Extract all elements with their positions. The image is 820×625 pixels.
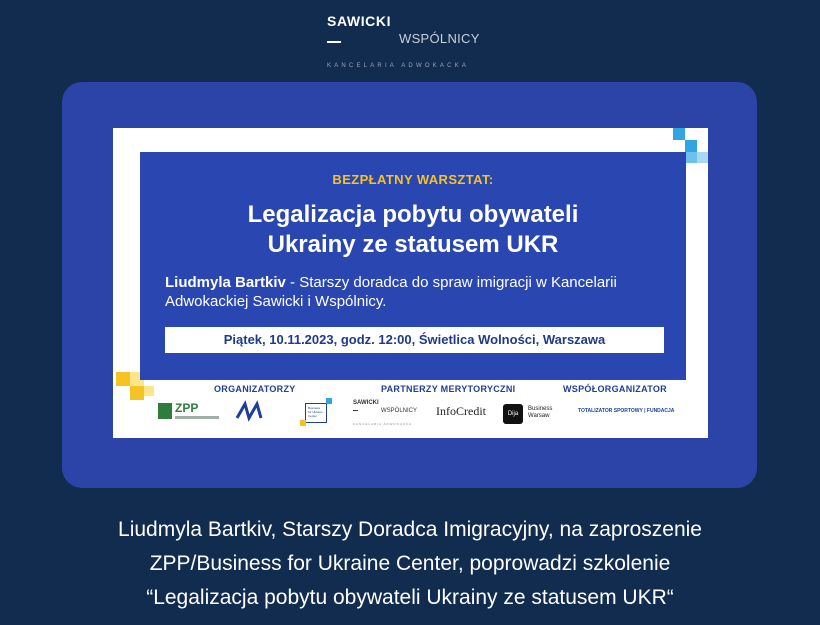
event-caption bbox=[0, 513, 820, 615]
business-warsaw-line2: Warsaw bbox=[528, 413, 550, 419]
totalizator-logo: TOTALIZATOR SPORTOWY | FUNDACJA bbox=[578, 408, 675, 414]
infocredit-logo: InfoCredit bbox=[436, 404, 486, 418]
banner-title-line1: Legalizacja pobytu obywateli bbox=[247, 201, 579, 228]
banner-panel bbox=[140, 152, 686, 380]
caption-line1: Liudmyla Bartkiv, Starszy Doradca Imigracyjny, na zaproszenie bbox=[118, 518, 702, 541]
section-coorganizer: WSPÓŁORGANIZATOR bbox=[563, 384, 667, 394]
event-date-bar: Piątek, 10.11.2023, godz. 12:00, Świetlica Wolności, Warszawa bbox=[165, 327, 664, 353]
logo-tagline: KANCELARIA ADWOKACKA bbox=[327, 63, 470, 69]
speaker-name: Liudmyla Bartkiv bbox=[165, 274, 286, 291]
banner-title-line2: Ukrainy ze statusem UKR bbox=[267, 231, 559, 258]
bfu-deco-yellow bbox=[300, 420, 306, 426]
deco-square-yellow-3 bbox=[130, 386, 144, 400]
logo-name-top: SAWICKI bbox=[327, 13, 392, 29]
caption-line2: ZPP/Business for Ukraine Center, poprowadzi szkolenie bbox=[149, 552, 671, 575]
zpp-logo-subtitle bbox=[175, 416, 219, 419]
sawicki-partner-logo-bottom: WSPÓLNICY bbox=[381, 408, 418, 414]
deco-square-yellow-4 bbox=[144, 386, 154, 396]
sawicki-partner-logo-top: SAWICKI bbox=[353, 400, 379, 406]
deco-square-yellow-1 bbox=[116, 372, 130, 386]
business-warsaw-logo bbox=[528, 406, 552, 420]
section-partners: PARTNERZY MERYTORYCZNI bbox=[381, 384, 516, 394]
deco-square-cyan-2 bbox=[685, 140, 697, 152]
deco-square-cyan-4 bbox=[685, 152, 697, 163]
bfu-logo: Business for Ukraine Center bbox=[305, 403, 327, 423]
dija-logo: Dija bbox=[503, 404, 523, 424]
banner-title bbox=[140, 200, 686, 260]
logo-name-bottom: WSPÓLNICY bbox=[399, 31, 480, 46]
event-banner bbox=[113, 128, 708, 438]
logo-dash bbox=[327, 41, 341, 43]
caption-line3: “Legalizacja pobytu obywateli Ukrainy ze statusem UKR“ bbox=[146, 586, 674, 609]
zpp-logo-text: ZPP bbox=[175, 401, 199, 415]
bfu-deco-cyan bbox=[326, 398, 332, 404]
section-organizers: ORGANIZATORZY bbox=[214, 384, 296, 394]
speaker-role: - Starszy doradca do spraw imigracji w Kancelarii Adwokackiej Sawicki i Wspólnicy. bbox=[165, 274, 617, 310]
speaker-info bbox=[165, 273, 680, 311]
banner-kicker: BEZPŁATNY WARSZTAT: bbox=[332, 172, 494, 187]
sawicki-partner-logo-tagline: KANCELARIA ADWOKACKA bbox=[353, 422, 413, 426]
zpp-logo-mark bbox=[158, 403, 172, 419]
firm-logo bbox=[0, 0, 820, 72]
dm-logo bbox=[235, 400, 267, 424]
sawicki-partner-logo-dash bbox=[353, 410, 358, 411]
business-warsaw-line1: Business bbox=[528, 406, 553, 412]
deco-square-cyan-3 bbox=[697, 152, 708, 163]
deco-square-cyan-1 bbox=[673, 128, 685, 140]
